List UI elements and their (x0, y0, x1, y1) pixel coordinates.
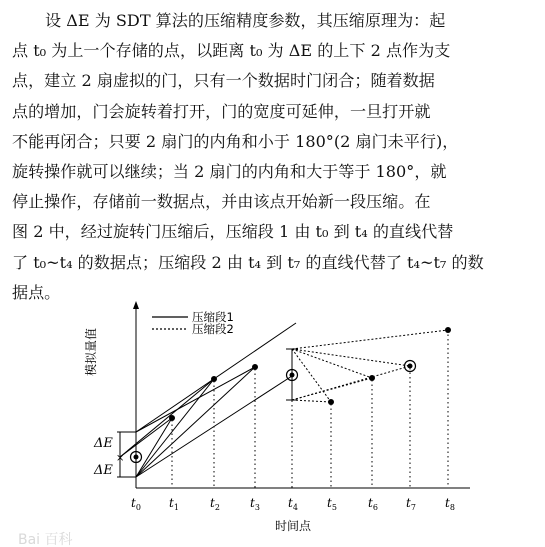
paragraph-line: 据点。 (12, 282, 61, 302)
drop-lines (172, 330, 448, 488)
data-point-t5 (328, 399, 334, 405)
delta-label-upper: ΔE (94, 436, 113, 451)
paragraph-line: 设 ΔE 为 SDT 算法的压缩精度参数，其压缩原理为：起 (45, 11, 446, 30)
sdt-diagram (0, 300, 545, 547)
x-tick-t8: $t_8$ (445, 496, 455, 512)
seg1-ray-2b (136, 379, 214, 477)
data-point-t2 (211, 376, 217, 382)
x-axis-label: 时间点 (274, 519, 312, 533)
x-tick-t6: $t_6$ (368, 496, 378, 512)
data-point-t7 (408, 364, 413, 369)
paragraph-line: 了 t₀~t₄ 的数据点；压缩段 2 由 t₄ 到 t₇ 的直线代替了 t₄~t₇ 的数 (12, 252, 484, 272)
x-tick-t2: $t_2$ (210, 496, 220, 512)
baike-watermark: Bai 百科 (18, 532, 73, 547)
legend-label-2: 压缩段2 (192, 322, 234, 336)
x-tick-t1: $t_1$ (169, 496, 179, 512)
x-tick-t3: $t_3$ (250, 496, 260, 512)
seg2-ray-1 (292, 330, 448, 349)
seg2-ray-7 (292, 366, 410, 400)
paragraph-line: 停止操作，存储前一数据点，并由该点开始新一段压缩。在 (12, 192, 431, 212)
start-point (134, 455, 139, 460)
x-tick-t5: $t_5$ (327, 496, 337, 512)
data-point-t6 (369, 375, 375, 381)
seg2-ray-3 (292, 349, 372, 378)
paragraph-line: 点 t₀ 为上一个存储的点，以距离 t₀ 为 ΔE 的上下 2 点作为支 (12, 41, 451, 61)
paragraph-line: 不能再闭合；只要 2 扇门的内角和小于 180°(2 扇门未平行)， (12, 131, 459, 151)
paragraph (12, 6, 533, 308)
paragraph-line: 旋转操作就可以继续；当 2 扇门的内角和大于等于 180°，就 (12, 162, 447, 182)
y-axis-arrow (133, 301, 139, 309)
paragraph-line: 点的增加，门会旋转着打开，门的宽度可延伸，一旦打开就 (12, 101, 431, 121)
x-tick-t4: $t_4$ (288, 496, 298, 512)
paragraph-line: 图 2 中，经过旋转门压缩后，压缩段 1 由 t₀ 到 t₄ 的直线代替 (12, 222, 454, 242)
data-point-t8 (445, 327, 451, 333)
data-point-t3 (252, 364, 258, 370)
sdt-figure (0, 300, 545, 547)
x-tick-labels (131, 496, 455, 512)
data-point-t4 (290, 373, 295, 378)
paragraph-line: 点，建立 2 扇虚拟的门，只有一个数据时门闭合；随着数据 (12, 71, 435, 91)
x-tick-t7: $t_7$ (406, 496, 416, 512)
legend-label-1: 压缩段1 (192, 310, 234, 324)
y-axis-label (83, 328, 98, 376)
delta-x-mark: × (116, 453, 125, 464)
data-point-t1 (169, 415, 175, 421)
seg2-rays (292, 330, 448, 402)
y-axis-label-text: 模拟量值 (84, 327, 98, 376)
seg2-ray-2 (292, 349, 410, 366)
delta-label-lower: ΔE (94, 463, 113, 478)
x-tick-t0: $t_0$ (131, 496, 141, 512)
